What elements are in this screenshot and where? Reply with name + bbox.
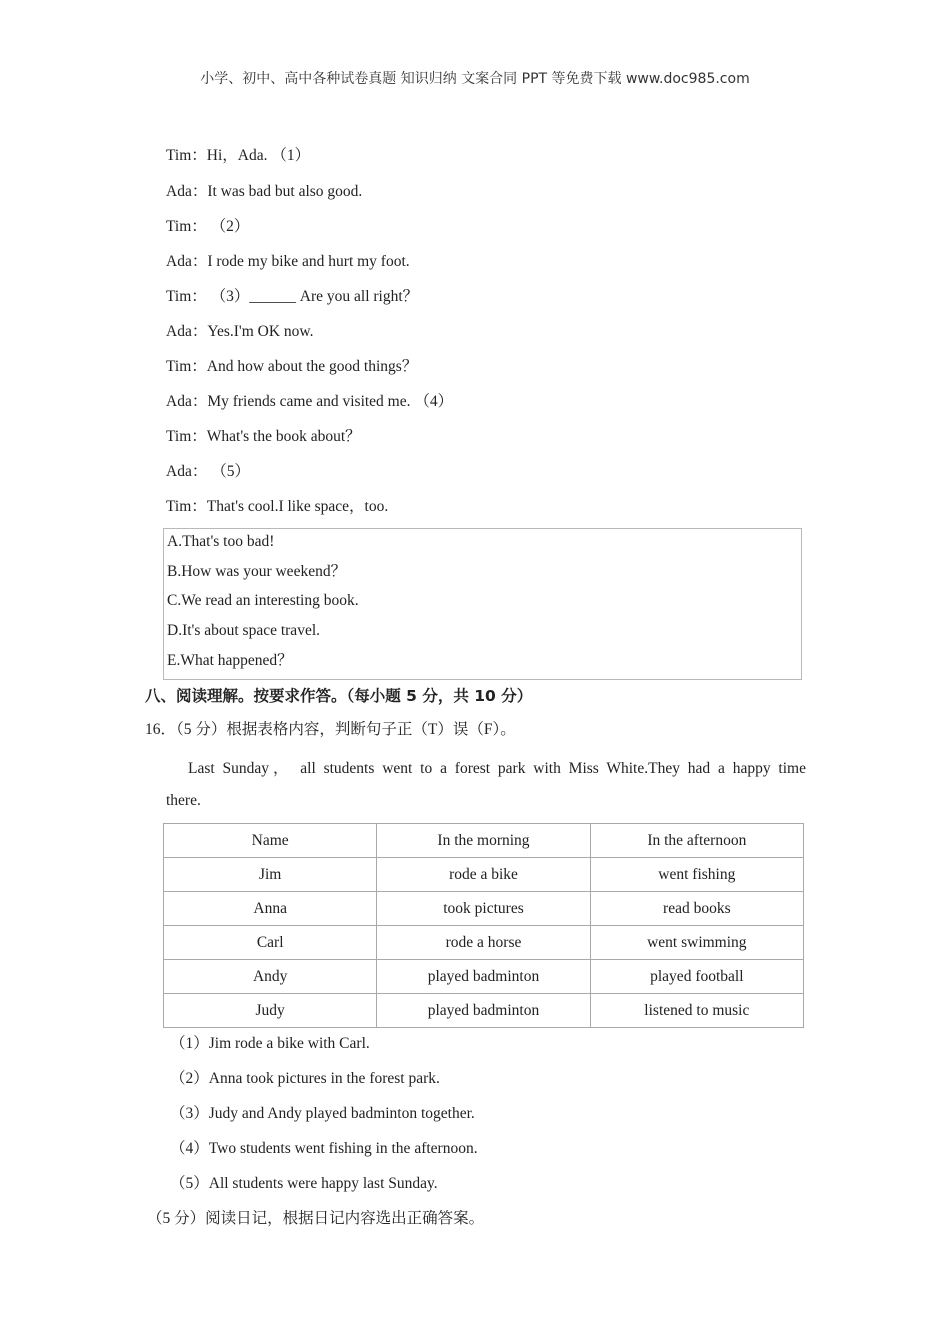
cell-morning: rode a bike xyxy=(377,858,590,892)
header-morning: In the morning xyxy=(377,824,590,858)
question-number: 16． xyxy=(145,721,177,738)
header-afternoon: In the afternoon xyxy=(590,824,803,858)
speaker: Tim： xyxy=(166,358,207,375)
line-text: Hi，Ada. （1） xyxy=(206,147,311,164)
statement-3: （3）Judy and Andy played badminton together. xyxy=(170,1105,475,1122)
statement-5: （5）All students were happy last Sunday. xyxy=(170,1175,438,1192)
speaker: Tim： xyxy=(166,498,207,515)
dialogue-line xyxy=(166,182,362,202)
dialogue-line xyxy=(166,217,249,237)
options-box xyxy=(163,528,802,680)
activity-table xyxy=(163,823,804,1028)
section-heading: 八、阅读理解。按要求作答。（每小题 5 分，共 10 分） xyxy=(145,687,533,705)
passage-line-1: Last Sunday， all students went to a forest park with Miss White.They had a happy time xyxy=(188,760,806,777)
line-text: It was bad but also good. xyxy=(207,183,363,200)
dialogue-line xyxy=(166,252,410,272)
line-text: Yes.I'm OK now. xyxy=(207,323,314,340)
speaker: Ada： xyxy=(166,323,208,340)
speaker: Tim： xyxy=(166,218,207,235)
option-b: B.How was your weekend？ xyxy=(167,563,347,580)
cell-morning: took pictures xyxy=(377,892,590,926)
cell-morning: played badminton xyxy=(377,960,590,994)
speaker: Tim： xyxy=(166,288,207,305)
line-text: （2） xyxy=(206,218,250,235)
cell-afternoon: went swimming xyxy=(590,926,803,960)
speaker: Ada： xyxy=(166,183,208,200)
line-text: （5） xyxy=(207,463,250,480)
table-row xyxy=(164,994,804,1028)
option-e: E.What happened？ xyxy=(167,652,293,669)
question-instruction: （5 分）根据表格内容，判断句子正（T）误（F）。 xyxy=(176,721,516,738)
cell-name: Anna xyxy=(164,892,377,926)
line-text: My friends came and visited me. （4） xyxy=(207,393,454,410)
speaker: Ada： xyxy=(166,463,208,480)
line-text: And how about the good things？ xyxy=(206,358,418,375)
table-row xyxy=(164,892,804,926)
cell-afternoon: played football xyxy=(590,960,803,994)
dialogue-line xyxy=(166,322,313,342)
dialogue-line xyxy=(166,146,310,166)
table-header-row xyxy=(164,824,804,858)
line-text: I rode my bike and hurt my foot. xyxy=(207,253,410,270)
option-d: D.It's about space travel. xyxy=(167,622,321,639)
header-name: Name xyxy=(164,824,377,858)
cell-afternoon: went fishing xyxy=(590,858,803,892)
cell-name: Carl xyxy=(164,926,377,960)
statement-2: （2）Anna took pictures in the forest park. xyxy=(170,1070,440,1087)
line-text: What's the book about？ xyxy=(206,428,361,445)
statement-4: （4）Two students went fishing in the afternoon. xyxy=(170,1140,478,1157)
speaker: Tim： xyxy=(166,147,207,164)
speaker: Tim： xyxy=(166,428,207,445)
dialogue-line xyxy=(166,392,453,412)
option-c: C.We read an interesting book. xyxy=(167,592,359,609)
cell-morning: played badminton xyxy=(377,994,590,1028)
cell-name: Andy xyxy=(164,960,377,994)
dialogue-line xyxy=(166,357,417,377)
cell-name: Jim xyxy=(164,858,377,892)
passage-line-2: there. xyxy=(166,792,201,809)
cell-afternoon: listened to music xyxy=(590,994,803,1028)
line-text: That's cool.I like space，too. xyxy=(206,498,389,515)
page-header: 小学、初中、高中各种试卷真题 知识归纳 文案合同 PPT 等免费下载 www.doc985.com xyxy=(200,71,750,87)
cell-name: Judy xyxy=(164,994,377,1028)
option-a: A.That's too bad! xyxy=(167,533,275,550)
table-row xyxy=(164,926,804,960)
table-row xyxy=(164,858,804,892)
next-question-instruction: （5 分）阅读日记，根据日记内容选出正确答案。 xyxy=(147,1210,485,1227)
question-16 xyxy=(145,720,516,740)
statement-1: （1）Jim rode a bike with Carl. xyxy=(170,1035,370,1052)
cell-afternoon: read books xyxy=(590,892,803,926)
dialogue-line xyxy=(166,462,250,482)
table-row xyxy=(164,960,804,994)
line-text: （3）______ Are you all right？ xyxy=(206,288,419,305)
dialogue-line xyxy=(166,287,418,307)
speaker: Ada： xyxy=(166,253,208,270)
speaker: Ada： xyxy=(166,393,208,410)
cell-morning: rode a horse xyxy=(377,926,590,960)
dialogue-line xyxy=(166,427,361,447)
dialogue-line xyxy=(166,497,388,517)
